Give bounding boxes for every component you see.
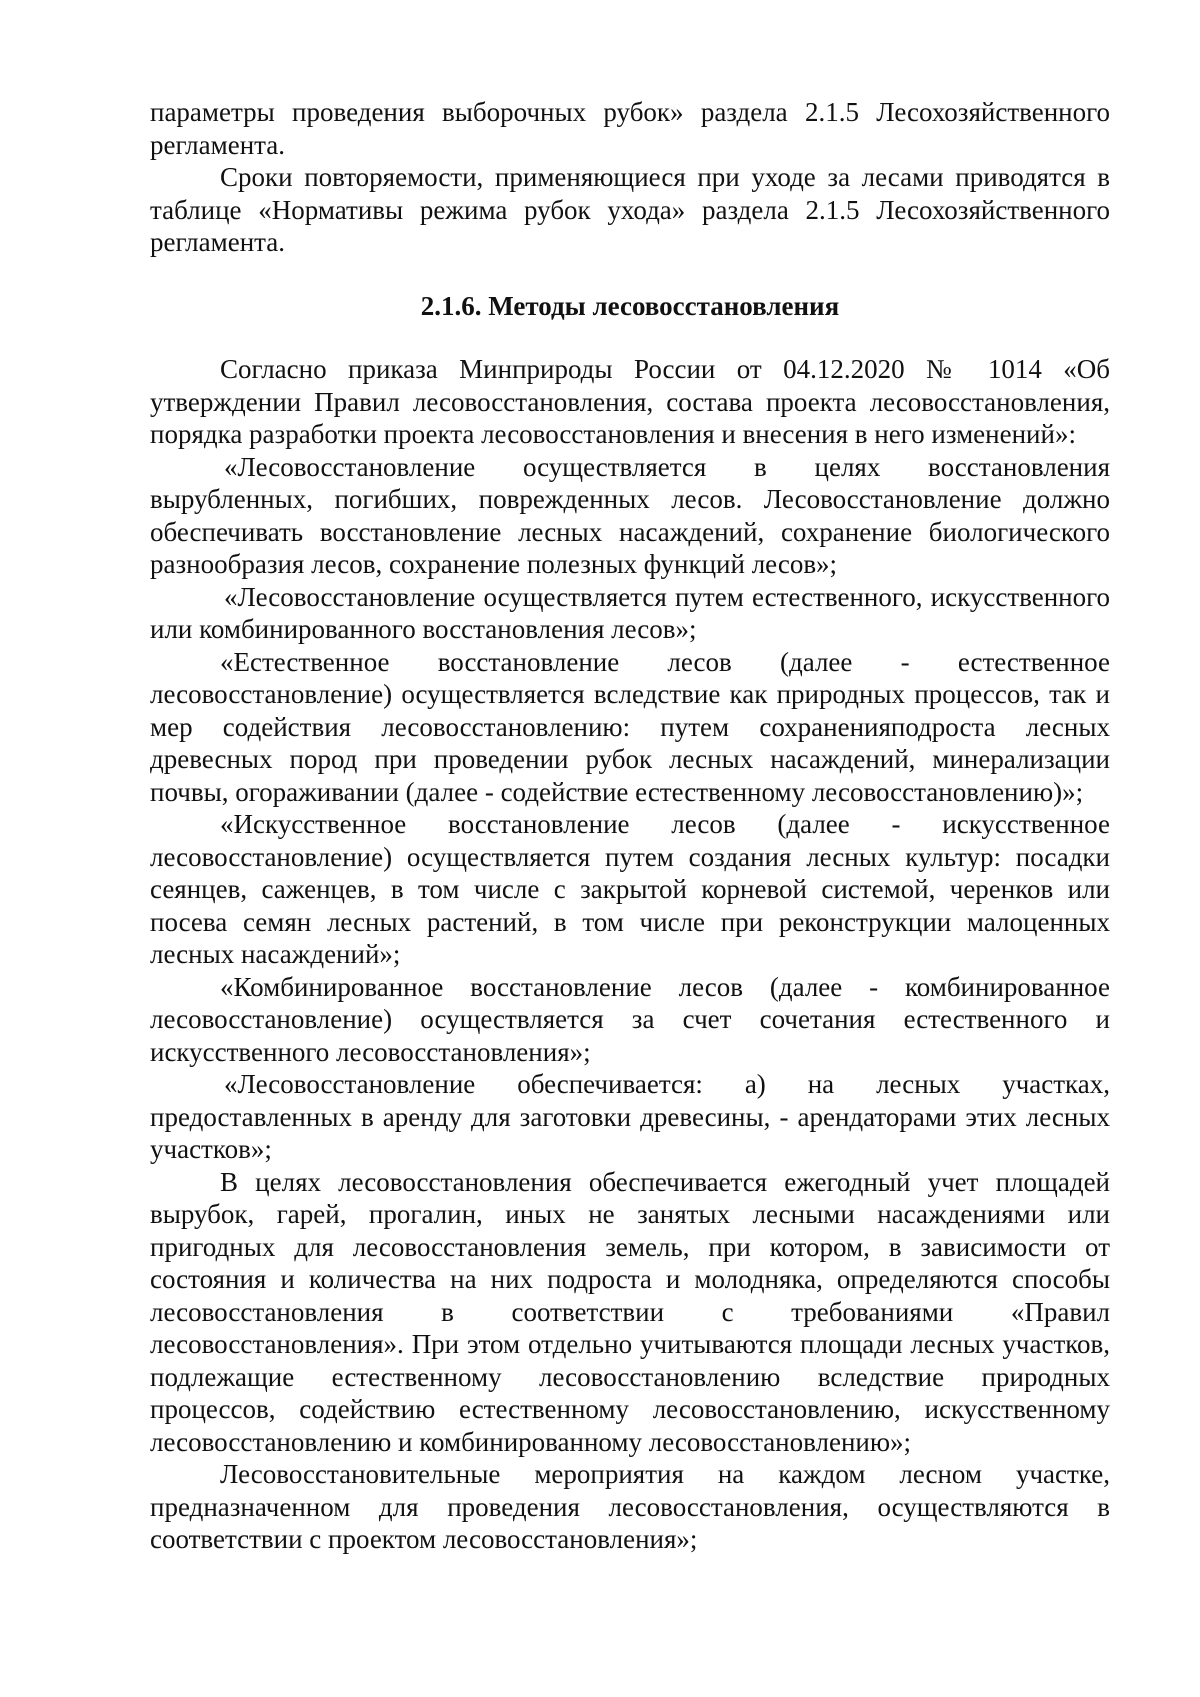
body-paragraph-annual-accounting: В целях лесовосстановления обеспечивается ежегодный учет площадей вырубок, гарей, прогалин, иных не занятых лесными насаждениями или пригодных для лесовосстановления земель, при котором, в зависимости от состояния и количества на них подроста и молодняка, определяются способы лесовосстановления в соответствии с требованиями «Правил лесовосстановления». При этом отдельно учитываются площади лесных участков, подлежащие естественному лесовосстановлению вследствие природных процессов, содействию естественному лесовосстановлению, искусственному лесовосстановлению и комбинированному лесовосстановлению»; bbox=[150, 1166, 1110, 1457]
document-page bbox=[150, 96, 1110, 1556]
body-paragraph-project: Лесовосстановительные мероприятия на каждом лесном участке, предназначенном для проведения лесовосстановления, осуществляются в соответствии с проектом лесовосстановления»; bbox=[150, 1459, 1110, 1554]
intro-paragraph-repeat-periods: Сроки повторяемости, применяющиеся при уходе за лесами приводятся в таблице «Нормативы режима рубок ухода» раздела 2.1.5 Лесохозяйственного регламента. bbox=[150, 162, 1110, 257]
body-paragraph-artificial: «Искусственное восстановление лесов (далее - искусственное лесовосстановление) осуществляется путем создания лесных культур: посадки сеянцев, саженцев, в том числе с закрытой корневой системой, черенков или посева семян лесных растений, в том числе при реконструкции малоценных лесных насаждений»; bbox=[150, 809, 1110, 969]
body-paragraph-natural: «Естественное восстановление лесов (далее - естественное лесовосстановление) осуществляется вследствие как природных процессов, так и мер содействия лесовосстановлению: путем сохраненияподроста лесных древесных пород при проведении рубок лесных насаждений, минерализации почвы, огораживании (далее - содействие естественному лесовосстановлению)»; bbox=[150, 646, 1110, 807]
intro-paragraph-continuation: параметры проведения выборочных рубок» раздела 2.1.5 Лесохозяйственного регламента. bbox=[150, 97, 1110, 160]
body-paragraph-order-reference: Согласно приказа Минприроды России от 04.12.2020 № 1014 «Об утверждении Правил лесовосстановления, состава проекта лесовосстановления, порядка разработки проекта лесовосстановления и внесения в него изменений»: bbox=[150, 354, 1110, 449]
body-paragraph-purpose: «Лесовосстановление осуществляется в целях восстановления вырубленных, погибших, поврежденных лесов. Лесовосстановление должно обеспечивать восстановление лесных насаждений, сохранение биологического разнообразия лесов, сохранение полезных функций лесов»; bbox=[150, 451, 1110, 579]
section-heading: 2.1.6. Методы лесовосстановления bbox=[420, 290, 840, 321]
body-paragraph-responsibility: «Лесовосстановление обеспечивается: а) на лесных участках, предоставленных в аренду для заготовки древесины, - арендаторами этих лесных участков»; bbox=[150, 1069, 1110, 1164]
body-paragraph-combined: «Комбинированное восстановление лесов (далее - комбинированное лесовосстановление) осуществляется за счет сочетания естественного и искусственного лесовосстановления»; bbox=[150, 971, 1110, 1067]
body-paragraph-methods: «Лесовосстановление осуществляется путем естественного, искусственного или комбинированного восстановления лесов»; bbox=[150, 581, 1110, 644]
